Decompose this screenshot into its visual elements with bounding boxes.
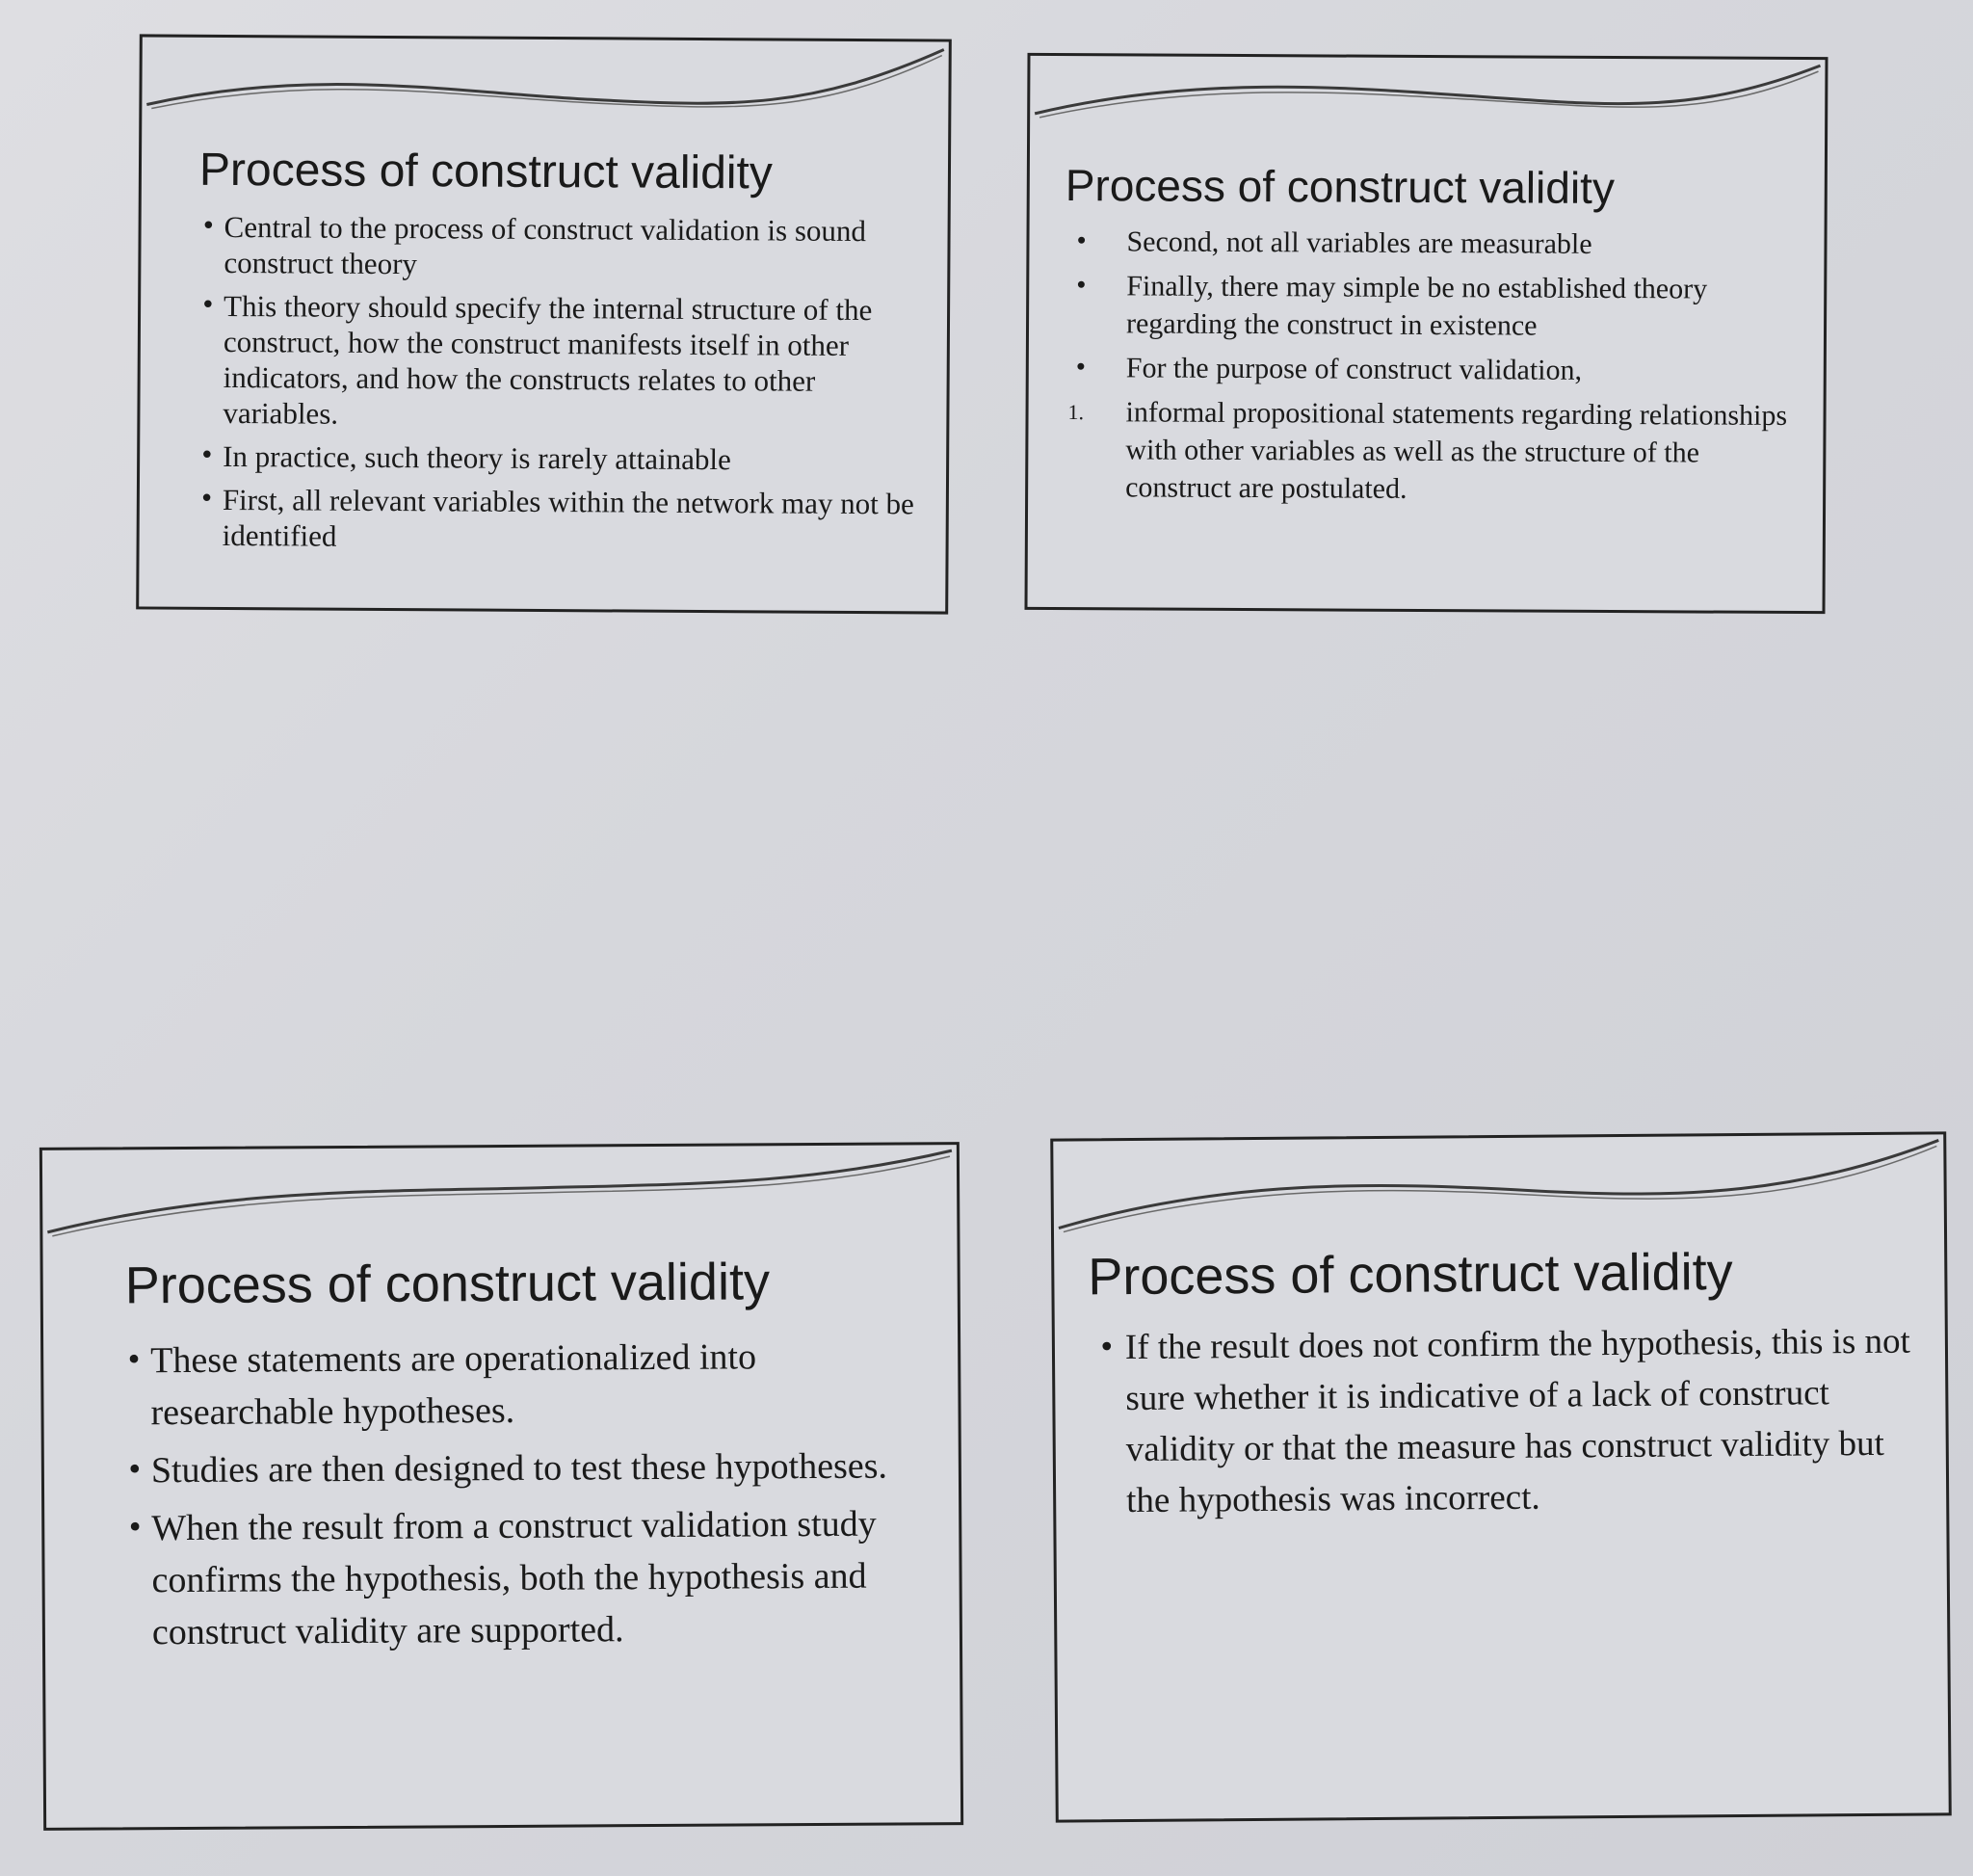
list-item: • First, all relevant variables within the network may not be identified (198, 482, 914, 553)
slide-header-wave (142, 37, 949, 147)
list-item: • Finally, there may simple be no established theory regarding the construct in existence (1065, 267, 1797, 346)
bullet-icon: • (1097, 1331, 1116, 1365)
bullet-icon: • (199, 440, 215, 470)
list-item: • For the purpose of construct validation, (1065, 349, 1797, 390)
list-item: • If the result does not confirm the hypothesis, this is not sure whether it is indicative of a lack of construct validity or that the measure has construct validity but the hypothesis was incorrect. (1097, 1321, 1910, 1521)
bullet-icon: • (1074, 227, 1089, 255)
bullet-icon: • (126, 1511, 145, 1546)
bullet-icon: • (200, 211, 217, 241)
bullet-icon: • (1074, 272, 1089, 300)
bullet-icon: • (1073, 354, 1089, 382)
slide-title: Process of construct validity (1065, 160, 1616, 214)
slide-header-wave (1053, 1134, 1944, 1247)
bullet-icon: • (198, 484, 215, 514)
bullet-list (1064, 223, 1798, 516)
slide-2 (1024, 53, 1828, 614)
slide-1 (136, 34, 952, 614)
bullet-list (1098, 1316, 1919, 1527)
number-marker: 1. (1067, 400, 1085, 425)
bullet-list (198, 209, 923, 566)
list-item: • In practice, such theory is rarely attainable (199, 438, 731, 477)
slide-title: Process of construct validity (1088, 1243, 1733, 1307)
bullet-icon: • (200, 290, 216, 320)
slide-title: Process of construct validity (124, 1253, 771, 1315)
slide-header-wave (42, 1145, 958, 1256)
list-item: • These statements are operationalized into researchable hypotheses. (125, 1330, 945, 1439)
bullet-icon: • (125, 1453, 144, 1488)
bullet-list (125, 1330, 946, 1664)
list-item: 1. informal propositional statements regarding relationships with other variables as well as the structure of the construct are postulated. (1064, 393, 1797, 510)
bullet-icon: • (125, 1343, 144, 1378)
slide-4 (1050, 1131, 1952, 1822)
slide-header-wave (1030, 56, 1826, 166)
slide-3 (39, 1142, 963, 1831)
list-item: • Second, not all variables are measurable (1065, 223, 1797, 264)
list-item: • Studies are then designed to test these hypotheses. (126, 1440, 945, 1496)
list-item: • When the result from a construct validation study confirms the hypothesis, both the hypothesis and construct validity are supported. (126, 1503, 877, 1653)
list-item: • Central to the process of construct validation is sound construct theory (200, 209, 867, 281)
slide-title: Process of construct validity (198, 144, 774, 199)
list-item: • This theory should specify the internal structure of the construct, how the construct manifests itself in other indicators, and how the constructs relates to other variables. (200, 288, 873, 431)
